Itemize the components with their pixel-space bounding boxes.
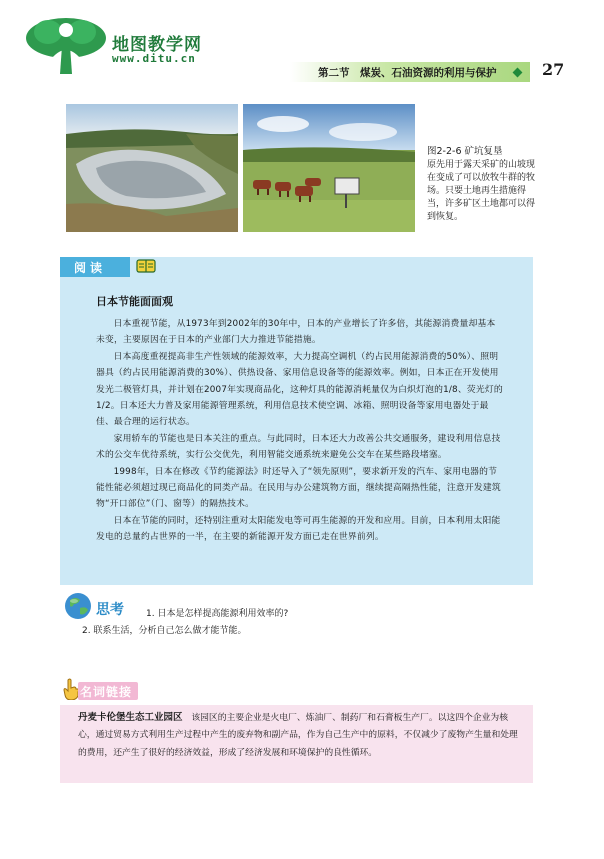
- article-title: 日本节能面面观: [96, 295, 173, 308]
- section-title: 第二节 煤炭、石油资源的利用与保护: [318, 67, 497, 79]
- term-name: 丹麦卡伦堡生态工业园区: [78, 712, 183, 723]
- article-paragraph: 日本在节能的同时，还特别注重对太阳能发电等可再生能源的开发和应用。目前，日本利用太阳能发电的总量约占世界的一半，在主要的新能源开发方面已走在世界前列。: [96, 515, 501, 543]
- globe-icon: [64, 592, 92, 620]
- article-body: [96, 316, 504, 546]
- page-number: 27: [542, 60, 565, 79]
- figure-caption-title: 图2-2-6 矿坑复垦: [427, 146, 503, 157]
- figure-caption-body: 原先用于露天采矿的山坡现在变成了可以放牧牛群的牧场。只要土地再生措施得当，许多矿区土地都可以得到恢复。: [427, 160, 536, 222]
- term-label: 名词链接: [80, 685, 133, 699]
- book-icon: [136, 258, 156, 274]
- tree-logo-icon: [22, 16, 110, 76]
- site-title: 地图教学网: [112, 35, 202, 55]
- article-paragraph: 1998年，日本在修改《节约能源法》时还导入了“领先原则”，要求新开发的汽车、家用电器的节能性能必须超过现已商品化的同类产品。在民用与办公建筑物方面，继续提高隔热性能，注意开发建筑物“开口部位”（门、窗等）的隔热技术。: [96, 466, 501, 510]
- think-question: 2. 联系生活，分析自己怎么做才能节能。: [82, 626, 247, 636]
- term-text: [78, 709, 518, 762]
- think-label: 思考: [96, 602, 124, 618]
- article-paragraph: 日本重视节能，从1973年到2002年的30年中，日本的产业增长了许多倍，其能源消费量却基本未变，主要原因在于日本的产业部门大力推进节能措施。: [96, 319, 496, 346]
- article-paragraph: 家用轿车的节能也是日本关注的重点。与此同时，日本还大力改善公共交通服务，建设利用信息技术的公交车优待系统，实行公交优先，利用智能交通系统来避免公交车在某些路段堵塞。: [96, 433, 501, 461]
- reading-label: 阅读: [74, 261, 107, 275]
- term-definition: 该园区的主要企业是火电厂、炼油厂、制药厂和石膏板生产厂。以这四个企业为核心，通过贸易方式利用生产过程中产生的废弃物和副产品，作为自己生产中的原料，不仅减少了废物产生量和处理的费用，还产生了很好的经济效益，形成了经济发展和环境保护的良性循环。: [78, 713, 518, 758]
- article-paragraph: 日本高度重视提高非生产性领域的能源效率，大力提高空调机（约占民用能源消费的50%）、照明器具（约占民用能源消费的30%）、供热设备、家用信息设备等的能源效率。例如，日本正在开发使用发光二极管灯具，并计划在2007年实现商品化，这种灯具的能源消耗量仅为白炽灯泡的1/8、荧光灯的1/2。日本还大力普及家用能源管理系统，利用信息技术使空调、冰箱、照明设备等家用电器处于最佳、最合理的运行状态。: [96, 351, 503, 428]
- site-url[interactable]: www.ditu.cn: [112, 52, 196, 65]
- mine-pit-photo: [66, 104, 238, 232]
- pasture-photo: [243, 104, 415, 232]
- think-question: 1. 日本是怎样提高能源利用效率的?: [146, 609, 289, 619]
